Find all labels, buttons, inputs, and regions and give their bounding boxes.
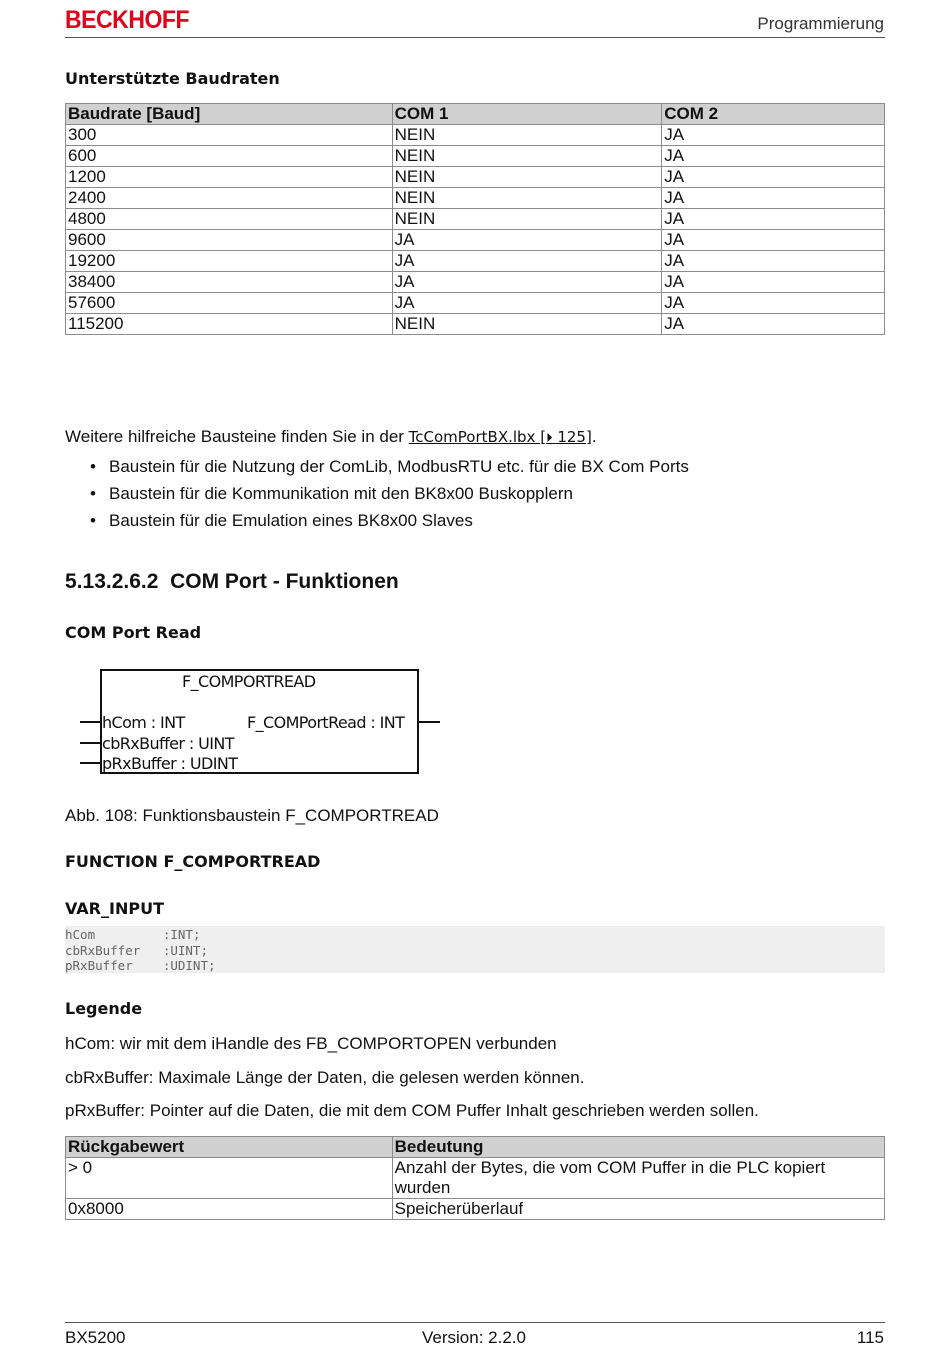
table-cell: JA xyxy=(392,230,662,251)
bullet-icon: • xyxy=(90,457,96,476)
link-page-number: 125] xyxy=(552,428,592,446)
footer-version: Version: 2.2.0 xyxy=(422,1328,526,1347)
table-cell: JA xyxy=(662,314,885,335)
table-cell: JA xyxy=(662,188,885,209)
output-pin xyxy=(419,721,440,723)
table-cell: NEIN xyxy=(392,146,662,167)
beckhoff-logo: BECKHOFF xyxy=(65,6,190,34)
further-text: Weitere hilfreiche Bausteine finden Sie in der xyxy=(65,427,409,446)
code-line: hCom :INT; xyxy=(65,927,201,942)
function-block-title: F_COMPORTREAD xyxy=(182,672,316,691)
header-divider xyxy=(65,37,885,38)
list-item-text: Baustein für die Nutzung der ComLib, ModbusRTU etc. für die BX Com Ports xyxy=(109,457,689,476)
footer-page-number: 115 xyxy=(856,1328,884,1347)
input-pin-hcom xyxy=(80,721,100,723)
table-header-row xyxy=(66,1137,885,1158)
var-input-heading: VAR_INPUT xyxy=(65,899,164,918)
table-cell: Speicherüberlauf xyxy=(392,1199,884,1220)
table-cell: NEIN xyxy=(392,209,662,230)
column-header-com2: COM 2 xyxy=(662,104,885,125)
table-cell: JA xyxy=(662,293,885,314)
table-row xyxy=(66,314,885,335)
table-cell: NEIN xyxy=(392,314,662,335)
list-item-text: Baustein für die Kommunikation mit den BK8x00 Buskopplern xyxy=(109,484,573,503)
column-header-meaning: Bedeutung xyxy=(392,1137,884,1158)
table-cell: > 0 xyxy=(66,1158,393,1199)
table-cell: 19200 xyxy=(66,251,393,272)
table-cell: 9600 xyxy=(66,230,393,251)
list-item xyxy=(65,484,689,511)
column-header-return-value: Rückgabewert xyxy=(66,1137,393,1158)
table-row xyxy=(66,209,885,230)
table-row xyxy=(66,1199,885,1220)
legend-line-cbrxbuffer: cbRxBuffer: Maximale Länge der Daten, die gelesen werden können. xyxy=(65,1068,585,1087)
input-pin-prxbuffer xyxy=(80,762,100,764)
table-cell: 57600 xyxy=(66,293,393,314)
table-cell: JA xyxy=(662,125,885,146)
legend-heading: Legende xyxy=(65,999,143,1018)
link-label: TcComPortBX.lbx [ xyxy=(408,428,547,446)
table-cell: 600 xyxy=(66,146,393,167)
footer-divider xyxy=(65,1322,885,1323)
table-cell: 1200 xyxy=(66,167,393,188)
table-cell: 4800 xyxy=(66,209,393,230)
list-item xyxy=(65,511,689,538)
table-row xyxy=(66,230,885,251)
footer-product: BX5200 xyxy=(65,1328,126,1347)
table-cell: JA xyxy=(662,251,885,272)
code-block xyxy=(65,926,885,973)
function-heading: FUNCTION F_COMPORTREAD xyxy=(65,852,321,871)
table-cell: JA xyxy=(662,209,885,230)
header-section-title: Programmierung xyxy=(757,14,884,33)
fb-input-cbrxbuffer: cbRxBuffer : UINT xyxy=(102,734,234,753)
table-cell: JA xyxy=(662,230,885,251)
table-cell: JA xyxy=(392,251,662,272)
table-row xyxy=(66,293,885,314)
table-row xyxy=(66,1158,885,1199)
table-cell: JA xyxy=(662,146,885,167)
fb-input-hcom: hCom : INT xyxy=(102,713,185,732)
table-cell: 115200 xyxy=(66,314,393,335)
input-pin-cbrxbuffer xyxy=(80,742,100,744)
column-header-com1: COM 1 xyxy=(392,104,662,125)
com-port-read-heading: COM Port Read xyxy=(65,623,202,642)
further-text-end: . xyxy=(591,427,597,446)
table-row xyxy=(66,188,885,209)
fb-output-return: F_COMPortRead : INT xyxy=(247,713,405,732)
table-cell: JA xyxy=(392,272,662,293)
table-row xyxy=(66,125,885,146)
bullet-icon: • xyxy=(90,484,96,503)
return-value-table xyxy=(65,1136,885,1220)
figure-caption: Abb. 108: Funktionsbaustein F_COMPORTREAD xyxy=(65,806,439,825)
table-cell: 0x8000 xyxy=(66,1199,393,1220)
section-title: 5.13.2.6.2 COM Port - Funktionen xyxy=(65,570,399,593)
tccomportbx-link[interactable] xyxy=(409,428,592,446)
table-cell: NEIN xyxy=(392,188,662,209)
fb-input-prxbuffer: pRxBuffer : UDINT xyxy=(102,754,238,773)
table-cell: NEIN xyxy=(392,167,662,188)
code-line: pRxBuffer :UDINT; xyxy=(65,958,216,973)
legend-line-prxbuffer: pRxBuffer: Pointer auf die Daten, die mit dem COM Puffer Inhalt geschrieben werden sollen. xyxy=(65,1101,759,1120)
further-blocks-paragraph xyxy=(65,427,597,447)
baudrate-heading: Unterstützte Baudraten xyxy=(65,69,280,88)
table-header-row xyxy=(66,104,885,125)
bullet-list xyxy=(65,457,689,538)
bullet-icon: • xyxy=(90,511,96,530)
table-row xyxy=(66,167,885,188)
baudrate-table xyxy=(65,103,885,335)
table-cell: Anzahl der Bytes, die vom COM Puffer in die PLC kopiert wurden xyxy=(392,1158,884,1199)
table-cell: JA xyxy=(392,293,662,314)
table-cell: JA xyxy=(662,272,885,293)
code-line: cbRxBuffer :UINT; xyxy=(65,942,208,958)
page-arrow-icon: ⏵ xyxy=(546,431,553,446)
table-row xyxy=(66,272,885,293)
list-item-text: Baustein für die Emulation eines BK8x00 Slaves xyxy=(109,511,473,530)
list-item xyxy=(65,457,689,484)
table-row xyxy=(66,251,885,272)
legend-line-hcom: hCom: wir mit dem iHandle des FB_COMPORTOPEN verbunden xyxy=(65,1034,557,1053)
table-cell: 38400 xyxy=(66,272,393,293)
table-cell: JA xyxy=(662,167,885,188)
table-cell: 2400 xyxy=(66,188,393,209)
table-cell: NEIN xyxy=(392,125,662,146)
column-header-baudrate: Baudrate [Baud] xyxy=(66,104,393,125)
table-cell: 300 xyxy=(66,125,393,146)
table-row xyxy=(66,146,885,167)
